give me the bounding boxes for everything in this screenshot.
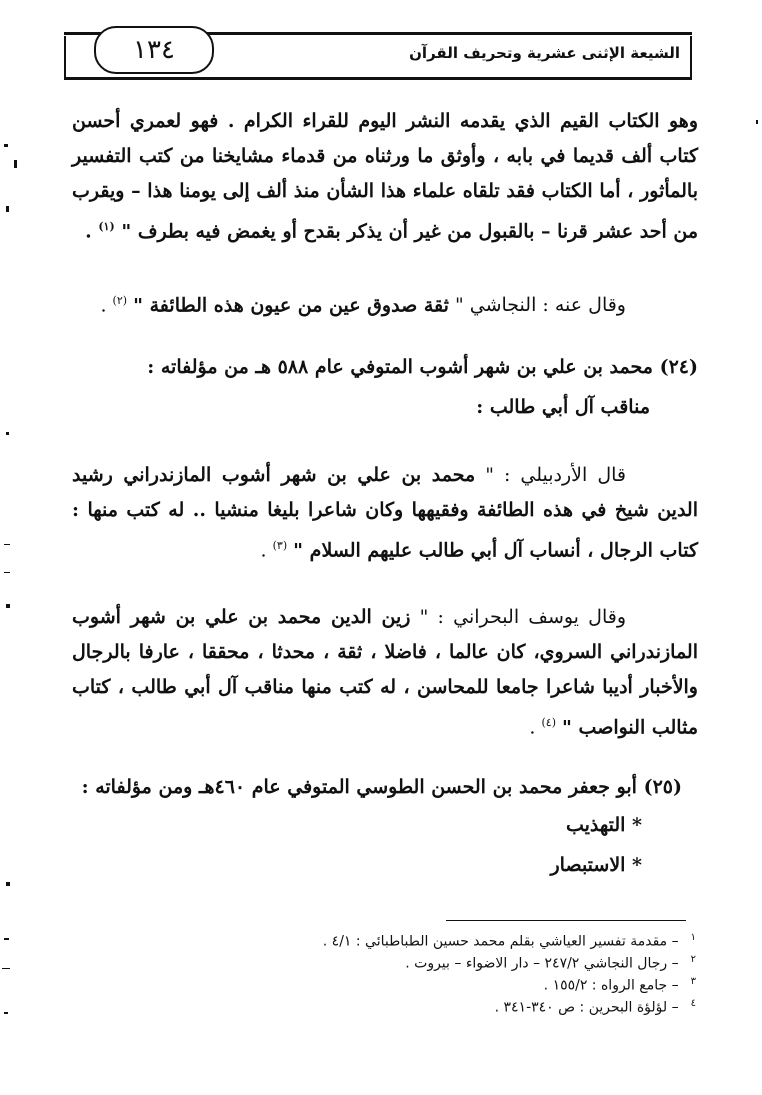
- bahrani-quote: [72, 600, 698, 745]
- footnote-4-text: – لؤلؤة البحرين : ص ٣٤٠-٣٤١ .: [494, 999, 679, 1016]
- najashi-quote-text: ثقة صدوق عين من عيون هذه الطائفة ": [133, 294, 449, 317]
- paragraph-intro-end: .: [85, 220, 92, 243]
- footnote-separator: [446, 920, 686, 921]
- paragraph-intro: [72, 104, 698, 249]
- footnote-1-text: – مقدمة تفسير العياشي بقلم محمد حسين الطباطبائي : ٤/١ .: [322, 933, 679, 950]
- najashi-lead: وقال عنه : النجاشي ": [454, 294, 626, 317]
- scan-mark: [756, 120, 758, 124]
- section-24-book: مناقب آل أبي طالب :: [476, 396, 650, 418]
- scan-mark: [4, 572, 10, 573]
- footnote-1: [200, 932, 696, 950]
- running-header-title: الشيعة الإثنى عشرية وتحريف القرآن: [409, 44, 680, 62]
- scan-mark: [6, 882, 10, 886]
- section-25-item-istibsar: * الاستبصار: [550, 854, 642, 876]
- footnote-4-number: ٤: [690, 998, 696, 1009]
- footnote-2-text: – رجال النجاشي ٢٤٧/٢ – دار الاضواء – بيروت .: [405, 955, 679, 972]
- ardabili-lead: قال الأردبيلي : ": [485, 464, 626, 486]
- footnote-ref-1: (١): [98, 220, 115, 233]
- footnote-3-text: – جامع الرواه : ١٥٥/٢ .: [543, 977, 679, 994]
- bahrani-lead: وقال يوسف البحراني : ": [419, 606, 627, 628]
- najashi-quote: [72, 294, 698, 316]
- scan-mark: [4, 544, 10, 545]
- ardabili-quote: [72, 458, 698, 568]
- footnote-ref-2: (٢): [112, 294, 128, 307]
- footnote-1-number: ١: [690, 932, 696, 943]
- page-number: ١٣٤: [94, 26, 214, 74]
- section-25-item-tahdhib: * التهذيب: [565, 814, 642, 836]
- section-25-heading: (٢٥) أبو جعفر محمد بن الحسن الطوسي المتوفي عام ٤٦٠هـ ومن مؤلفاته :: [81, 776, 682, 798]
- scan-mark: [4, 1012, 8, 1014]
- footnote-3-number: ٣: [690, 976, 696, 987]
- scan-mark: [2, 968, 10, 969]
- running-header: [64, 36, 692, 80]
- footnote-3: [200, 976, 696, 994]
- scan-mark: [6, 206, 9, 212]
- scan-mark: [6, 432, 9, 435]
- section-24-heading: (٢٤) محمد بن علي بن شهر أشوب المتوفي عام ٥٨٨ هـ من مؤلفاته :: [147, 356, 698, 378]
- najashi-end: .: [100, 294, 107, 317]
- footnote-ref-4: (٤): [541, 716, 556, 729]
- ardabili-end: .: [260, 539, 267, 562]
- footnote-2: [200, 954, 696, 972]
- bahrani-quote-text: زين الدين محمد بن علي بن شهر أشوب المازندراني السروي، كان عالما ، فاضلا ، ثقة ، محدثا ، محققا ، عارفا بالرجال والأخبار أديبا شاعرا جامعا للمحاسن ، له كتب منها مناقب آل أبي طالب ، كتاب مثالب النواصب ": [72, 606, 698, 739]
- scan-mark: [14, 160, 17, 168]
- footnote-2-number: ٢: [690, 954, 696, 965]
- scan-mark: [4, 144, 8, 147]
- footnote-4: [200, 998, 696, 1016]
- ardabili-quote-text: محمد بن علي بن شهر أشوب المازندراني رشيد الدين شيخ في هذه الطائفة وفقيهها وكان شاعرا بليغا منشيا .. له كتب منها : كتاب الرجال ، أنساب آل أبي طالب عليهم السلام ": [72, 464, 698, 562]
- scan-mark: [6, 604, 10, 608]
- footnote-ref-3: (٣): [272, 539, 288, 552]
- bahrani-end: .: [529, 716, 536, 739]
- scan-mark: [4, 938, 9, 940]
- paragraph-intro-text: وهو الكتاب القيم الذي يقدمه النشر اليوم للقراء الكرام . فهو لعمري أحسن كتاب ألف قديما في بابه ، وأوثق ما ورثناه من قدماء مشايخنا من كتب التفسير بالمأثور ، أما الكتاب فقد تلقاه علماء هذا الشأن منذ ألف إلى يومنا هذا – ويقرب من أحد عشر قرنا – بالقبول من غير أن يذكر بقدح أو يغمض فيه بطرف ": [72, 110, 698, 243]
